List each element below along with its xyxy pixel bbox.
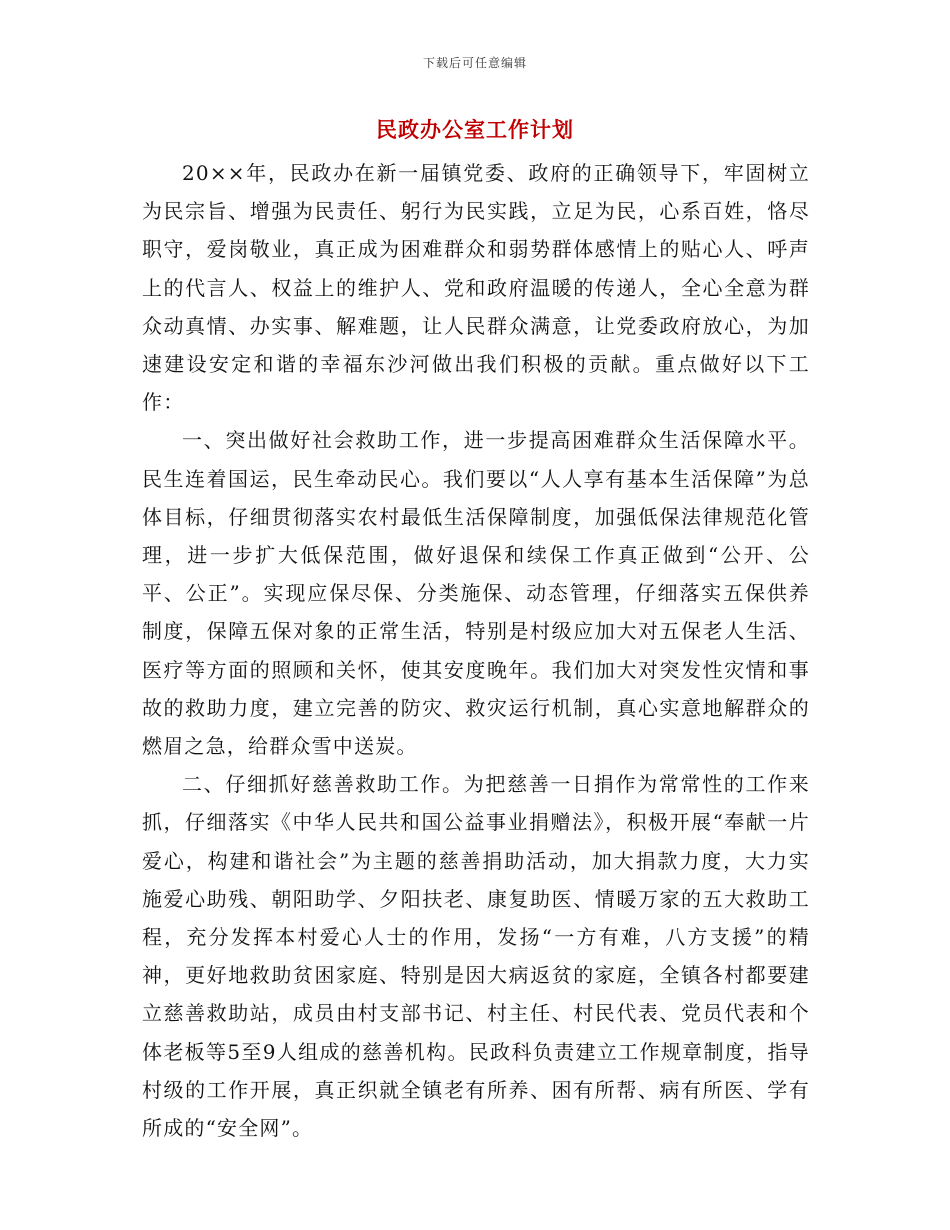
header-note: 下载后可任意编辑 (422, 56, 527, 70)
paragraph-social-assistance: 一、突出做好社会救助工作，进一步提高困难群众生活保障水平。民生连着国运，民生牵动民心。我们要以“人人享有基本生活保障”为总体目标，仔细贯彻落实农村最低生活保障制度，加强低保法律规范化管理，进一步扩大低保范围，做好退保和续保工作真正做到“公开、公平、公正”。实现应保尽保、分类施保、动态管理，仔细落实五保供养制度，保障五保对象的正常生活，特别是村级应加大对五保老人生活、医疗等方面的照顾和关怀，使其安度晚年。我们加大对突发性灾情和事故的救助力度，建立完善的防灾、救灾运行机制，真心实意地解群众的燃眉之急，给群众雪中送炭。 (142, 428, 810, 759)
document-title: 民政办公室工作计划 (376, 117, 574, 142)
document-body (142, 154, 810, 1147)
paragraph-intro: 20××年，民政办在新一届镇党委、政府的正确领导下，牢固树立为民宗旨、增强为民责任、躬行为民实践，立足为民，心系百姓，恪尽职守，爱岗敬业，真正成为困难群众和弱势群体感情上的贴心人、呼声上的代言人、权益上的维护人、党和政府温暖的传递人，全心全意为群众动真情、办实事、解难题，让人民群众满意，让党委政府放心，为加速建设安定和谐的幸福东沙河做出我们积极的贡献。重点做好以下工作： (142, 161, 810, 415)
paragraph-charity-assistance: 二、仔细抓好慈善救助工作。为把慈善一日捐作为常常性的工作来抓，仔细落实《中华人民共和国公益事业捐赠法》，积极开展“奉献一片爱心，构建和谐社会”为主题的慈善捐助活动，加大捐款力度，大力实施爱心助残、朝阳助学、夕阳扶老、康复助医、情暖万家的五大救助工程，充分发挥本村爱心人士的作用，发扬“一方有难，八方支援”的精神，更好地救助贫困家庭、特别是因大病返贫的家庭，全镇各村都要建立慈善救助站，成员由村支部书记、村主任、村民代表、党员代表和个体老板等5至9人组成的慈善机构。民政科负责建立工作规章制度，指导村级的工作开展，真正织就全镇老有所养、困有所帮、病有所医、学有所成的“安全网”。 (142, 772, 810, 1141)
